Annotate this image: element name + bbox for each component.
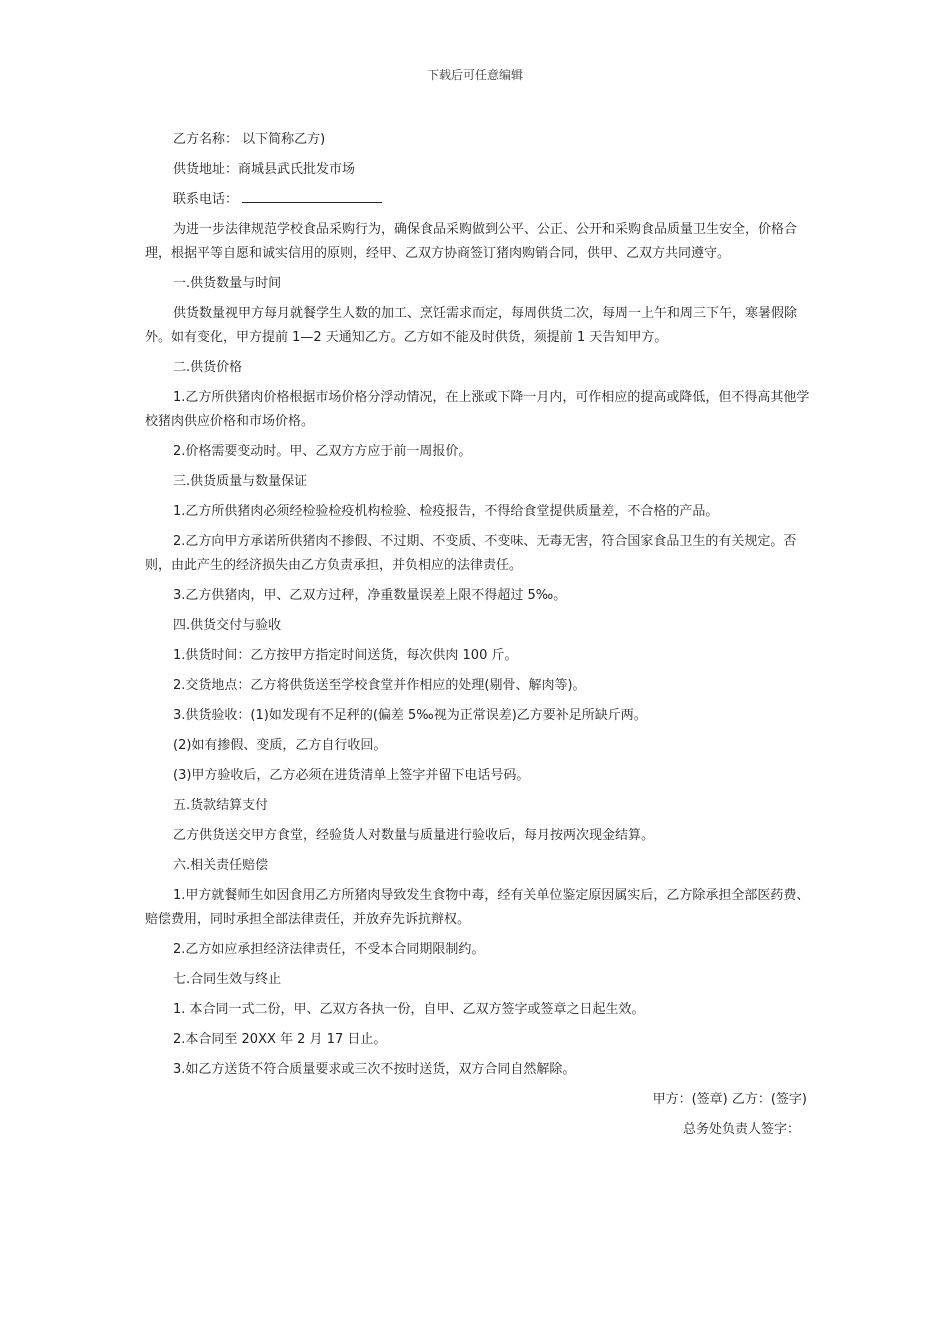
clause-2-2: 2.价格需要变动时。甲、乙双方方应于前一周报价。: [173, 444, 472, 459]
clause-1-text: 供货数量视甲方每月就餐学生人数的加工、烹饪需求而定，每周供货二次，每周一上午和周三下午，寒暑假除外。如有变化，甲方提前 1—2 天通知乙方。乙方如不能及时供货，须提前 1 天告知甲方。: [145, 306, 798, 345]
party-signatures: 甲方：(签章) 乙方：(签字): [652, 1092, 807, 1107]
clause-4-3: 3.供货验收：(1)如发现有不足秤的(偏差 5‰视为正常误差)乙方要补足所缺斤两。: [173, 708, 647, 723]
contract-body: [145, 128, 810, 1142]
section-heading-1: 一.供货数量与时间: [173, 276, 282, 291]
section-heading-5: 五.货款结算支付: [173, 798, 269, 813]
clause-3-1: 1.乙方所供猪肉必须经检验检疫机构检验、检疫报告，不得给食堂提供质量差，不合格的产品。: [173, 504, 719, 519]
clause-4-3-2: (2)如有掺假、变质，乙方自行收回。: [173, 738, 387, 753]
clause-7-2: 2.本合同至 20XX 年 2 月 17 日止。: [173, 1032, 387, 1047]
clause-3-3: 3.乙方供猪肉，甲、乙双方过秤，净重数量误差上限不得超过 5‰。: [173, 588, 567, 603]
section-heading-2: 二.供货价格: [173, 360, 243, 375]
section-heading-3: 三.供货质量与数量保证: [173, 474, 308, 489]
contact-phone-label: 联系电话：: [173, 192, 239, 207]
clause-4-2: 2.交货地点：乙方将供货送至学校食堂并作相应的处理(剔骨、解肉等)。: [173, 678, 586, 693]
clause-2-1: 1.乙方所供猪肉价格根据市场价格分浮动情况，在上涨或下降一月内，可作相应的提高或降低，但不得高其他学校猪肉供应价格和市场价格。: [145, 390, 810, 429]
clause-5-text: 乙方供货送交甲方食堂，经验货人对数量与质量进行验收后，每月按两次现金结算。: [173, 828, 655, 843]
clause-4-1: 1.供货时间：乙方按甲方指定时间送货，每次供肉 100 斤。: [173, 648, 518, 663]
page-header: 下载后可任意编辑: [426, 68, 523, 82]
section-heading-7: 七.合同生效与终止: [173, 972, 282, 987]
party-b-name: 乙方名称： 以下简称乙方): [173, 132, 326, 147]
clause-3-2: 2.乙方向甲方承诺所供猪肉不掺假、不过期、不变质、不变味、无毒无害，符合国家食品卫生的有关规定。否则，由此产生的经济损失由乙方负责承担，并负相应的法律责任。: [145, 534, 797, 573]
preamble: 为进一步法律规范学校食品采购行为，确保食品采购做到公平、公正、公开和采购食品质量卫生安全，价格合理，根据平等自愿和诚实信用的原则，经甲、乙双方协商签订猪肉购销合同，供甲、乙双方共同遵守。: [145, 222, 798, 261]
phone-blank-line: [242, 188, 382, 203]
clause-6-1: 1.甲方就餐师生如因食用乙方所猪肉导致发生食物中毒，经有关单位鉴定原因属实后，乙方除承担全部医药费、赔偿费用，同时承担全部法律责任，并放弃先诉抗辩权。: [145, 888, 810, 927]
clause-6-2: 2.乙方如应承担经济法律责任，不受本合同期限制约。: [173, 942, 485, 957]
section-heading-6: 六.相关责任赔偿: [173, 858, 269, 873]
clause-4-3-3: (3)甲方验收后，乙方必须在进货清单上签字并留下电话号码。: [173, 768, 530, 783]
contact-phone: [145, 188, 810, 212]
section-heading-4: 四.供货交付与验收: [173, 618, 282, 633]
clause-7-3: 3.如乙方送货不符合质量要求或三次不按时送货，双方合同自然解除。: [173, 1062, 576, 1077]
clause-7-1: 1. 本合同一式二份，甲、乙双方各执一份，自甲、乙双方签字或签章之日起生效。: [173, 1002, 645, 1017]
supply-address: 供货地址：商城县武氏批发市场: [173, 162, 356, 177]
manager-signature: 总务处负责人签字：: [682, 1122, 800, 1137]
